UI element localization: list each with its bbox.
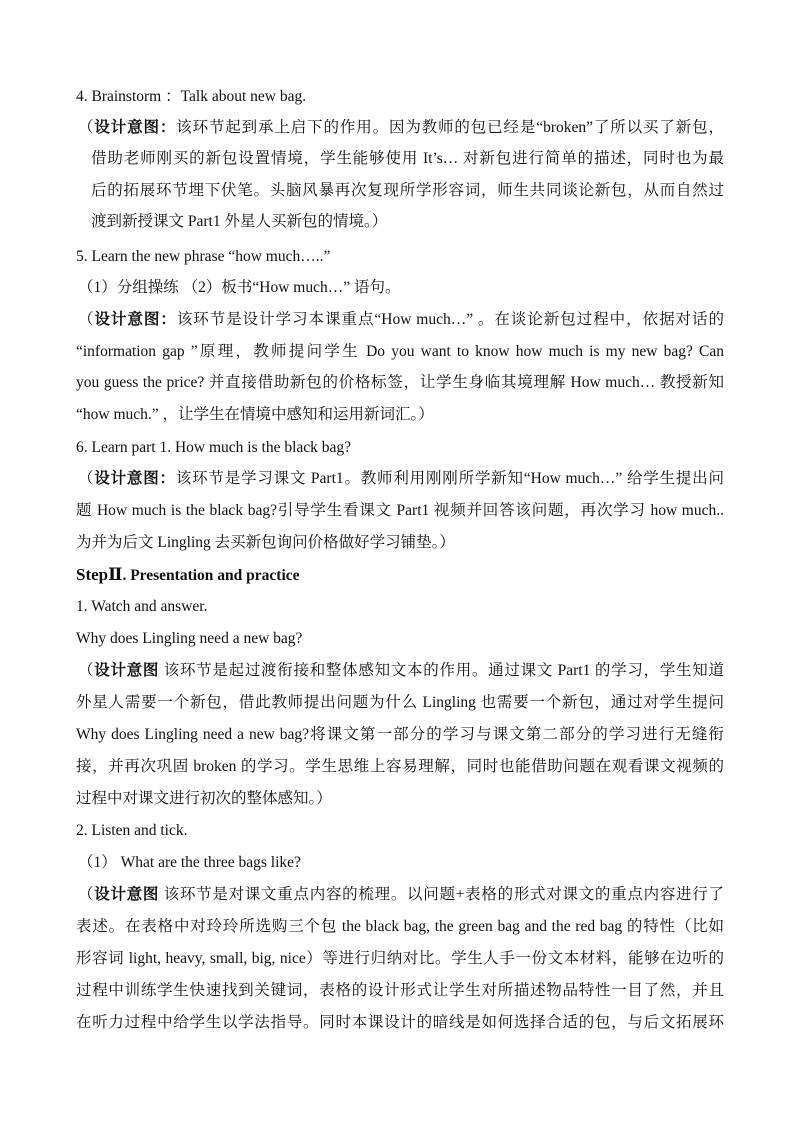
- section1-note-line5: 过程中对课文进行初次的整体感知。）: [76, 790, 332, 807]
- item6-note-line2: 题 How much is the black bag?引导学生看课文 Part1 视频并回答该问题，再次学习 how much..: [76, 502, 724, 519]
- step2-heading: StepⅡ. Presentation and practice: [76, 565, 300, 584]
- item5-note-line4: “how much.” ，让学生在情境中感知和运用新词汇。）: [76, 406, 434, 423]
- item4-heading: 4. Brainstorm ：Talk about new bag.: [76, 88, 307, 105]
- design-intent-label: 设计意图: [94, 886, 160, 903]
- section2-note-line5: 在听力过程中给学生以学法指导。同时本课设计的暗线是如何选择合适的包，与后文拓展环: [76, 1014, 724, 1031]
- item6-note-line1: （设计意图：该环节是学习课文 Part1。教师利用刚刚所学新知“How much…” 给学生提出问: [78, 470, 724, 487]
- item5-note-line1: （设计意图：该环节是设计学习本课重点“How much…” 。在谈论新包过程中，依据对话的: [78, 311, 724, 328]
- section2-heading: 2. Listen and tick.: [76, 822, 188, 839]
- section2-note-line2: 表述。在表格中对玲玲所选购三个包 the black bag, the green bag and the red bag 的特性（比如: [76, 918, 724, 935]
- section2-subitem: （1） What are the three bags like?: [78, 854, 301, 871]
- item5-note-line3: you guess the price? 并直接借助新包的价格标签，让学生身临其境理解 How much… 教授新知: [76, 374, 724, 391]
- section1-heading: 1. Watch and answer.: [76, 598, 208, 615]
- item4-note-line3: 后的拓展环节埋下伏笔。头脑风暴再次复现所学形容词，师生共同谈论新包，从而自然过: [91, 182, 724, 199]
- item5-heading: 5. Learn the new phrase “how much…..”: [76, 248, 331, 265]
- item6-note-line3: 为并为后文 Lingling 去买新包询问价格做好学习铺垫。）: [76, 534, 455, 551]
- section2-note-line1: （设计意图 该环节是对课文重点内容的梳理。以问题+表格的形式对课文的重点内容进行了: [78, 886, 724, 903]
- section1-note-line3: Why does Lingling need a new bag?将课文第一部分的学习与课文第二部分的学习进行无缝衔: [76, 726, 724, 743]
- design-intent-label: 设计意图: [94, 662, 160, 679]
- section2-note-line3: 形容词 light, heavy, small, big, nice）等进行归纳对比。学生人手一份文本材料，能够在边听的: [76, 950, 724, 967]
- item6-heading: 6. Learn part 1. How much is the black bag?: [76, 439, 352, 456]
- item4-note-line4: 渡到新授课文 Part1 外星人买新包的情境。）: [91, 213, 388, 230]
- section2-note-line4: 过程中训练学生快速找到关键词，表格的设计形式让学生对所描述物品特性一目了然，并且: [76, 982, 724, 999]
- item5-subitems: （1）分组操练 （2）板书“How much…” 语句。: [78, 279, 401, 296]
- section1-note-line4: 接，并再次巩固 broken 的学习。学生思维上容易理解，同时也能借助问题在观看课文视频的: [76, 758, 724, 775]
- section1-note-line1: （设计意图 该环节是起过渡衔接和整体感知文本的作用。通过课文 Part1 的学习，学生知道: [78, 662, 724, 679]
- design-intent-label: 设计意图：: [94, 470, 176, 487]
- item5-note-line2: “information gap ”原理，教师提问学生 Do you want to know how much is my new bag? Can: [76, 343, 724, 360]
- design-intent-label: 设计意图：: [94, 311, 177, 328]
- item4-note-line2: 借助老师刚买的新包设置情境，学生能够使用 It’s… 对新包进行简单的描述，同时也为最: [91, 150, 724, 167]
- design-intent-label: 设计意图：: [94, 119, 177, 136]
- section1-note-line2: 外星人需要一个新包，借此教师提出问题为什么 Lingling 也需要一个新包，通过对学生提问: [76, 694, 724, 711]
- item4-note-line1: （设计意图：该环节起到承上启下的作用。因为教师的包已经是“broken”了所以买了新包，: [78, 119, 724, 136]
- section1-question: Why does Lingling need a new bag?: [76, 630, 303, 647]
